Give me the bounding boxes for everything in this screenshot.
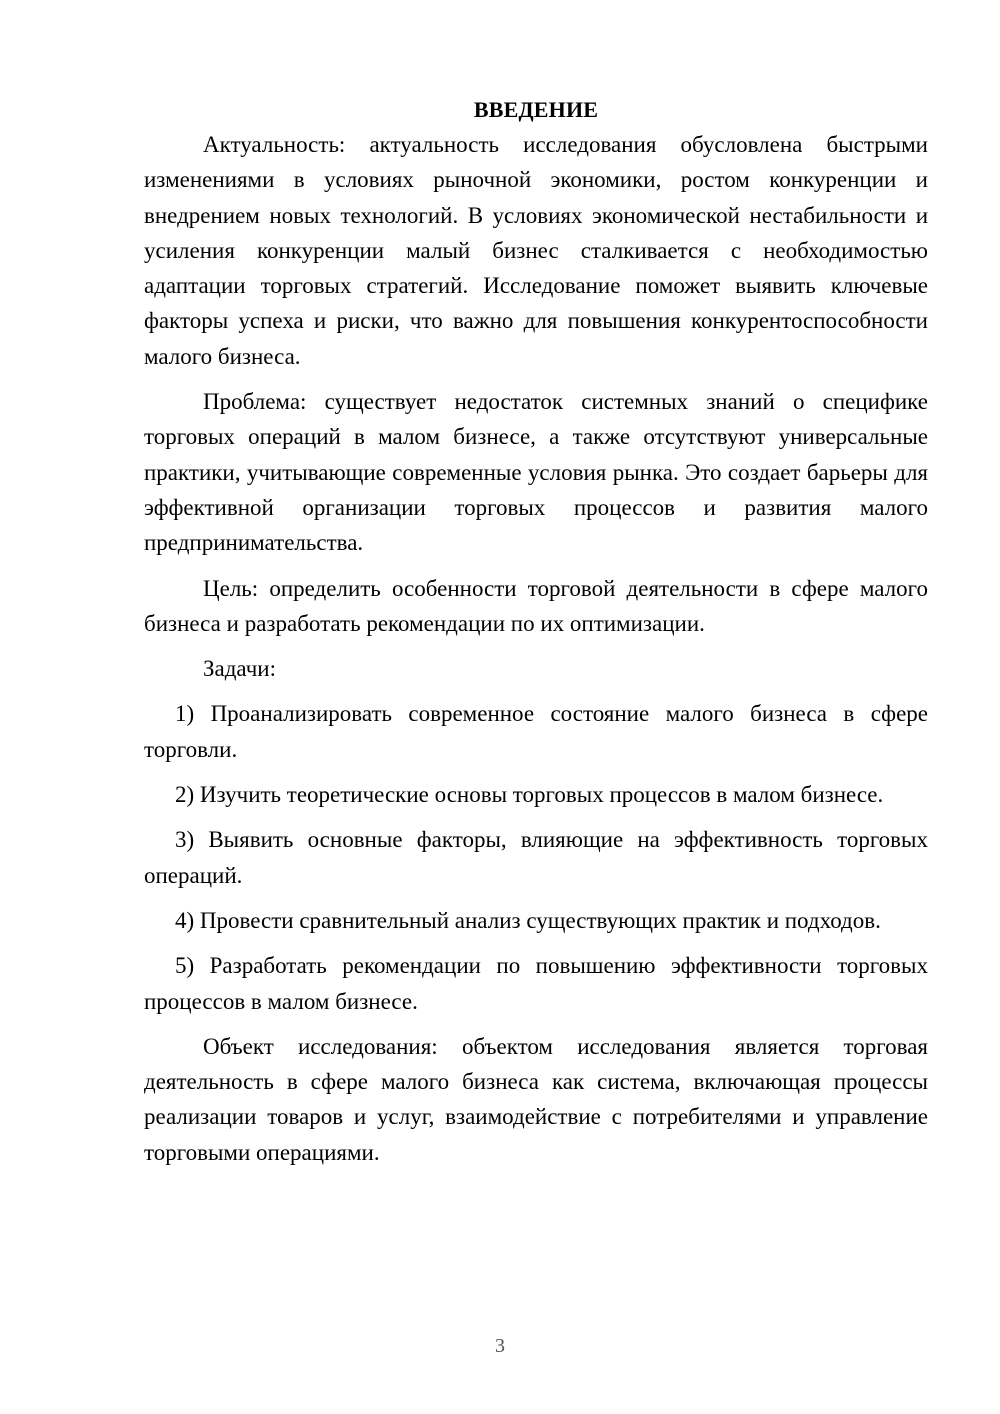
page-title: ВВЕДЕНИЕ bbox=[473, 97, 599, 122]
relevance-paragraph: Актуальность: актуальность исследования обусловлена быстрыми изменениями в условиях рыночной экономики, ростом конкуренции и внедрением новых технологий. В условиях экономической нестабильности и усиления конкуренции малый бизнес сталкивается с необходимостью адаптации торговых стратегий. Исследование поможет выявить ключевые факторы успеха и риски, что важно для повышения конкурентоспособности малого бизнеса. bbox=[144, 132, 928, 369]
task-item: 4) Провести сравнительный анализ существующих практик и подходов. bbox=[175, 907, 881, 933]
page-content bbox=[144, 92, 928, 1170]
goal-paragraph: Цель: определить особенности торговой деятельности в сфере малого бизнеса и разработать рекомендации по их оптимизации. bbox=[144, 575, 928, 636]
tasks-heading: Задачи: bbox=[203, 656, 276, 682]
page-number: 3 bbox=[495, 1335, 505, 1357]
task-item: 1) Проанализировать современное состояние малого бизнеса в сфере торговли. bbox=[144, 701, 928, 762]
task-item: 2) Изучить теоретические основы торговых процессов в малом бизнесе. bbox=[175, 782, 884, 808]
object-paragraph: Объект исследования: объектом исследования является торговая деятельность в сфере малого бизнеса как система, включающая процессы реализации товаров и услуг, взаимодействие с потребителями и управление торговыми операциями. bbox=[144, 1033, 928, 1165]
tasks-list bbox=[144, 696, 928, 1018]
task-item: 5) Разработать рекомендации по повышению эффективности торговых процессов в малом бизнесе. bbox=[144, 953, 928, 1014]
problem-paragraph: Проблема: существует недостаток системных знаний о специфике торговых операций в малом бизнесе, а также отсутствуют универсальные практики, учитывающие современные условия рынка. Это создает барьеры для эффективной организации торговых процессов и развития малого предпринимательства. bbox=[144, 389, 928, 556]
task-item: 3) Выявить основные факторы, влияющие на эффективность торговых операций. bbox=[144, 827, 928, 888]
